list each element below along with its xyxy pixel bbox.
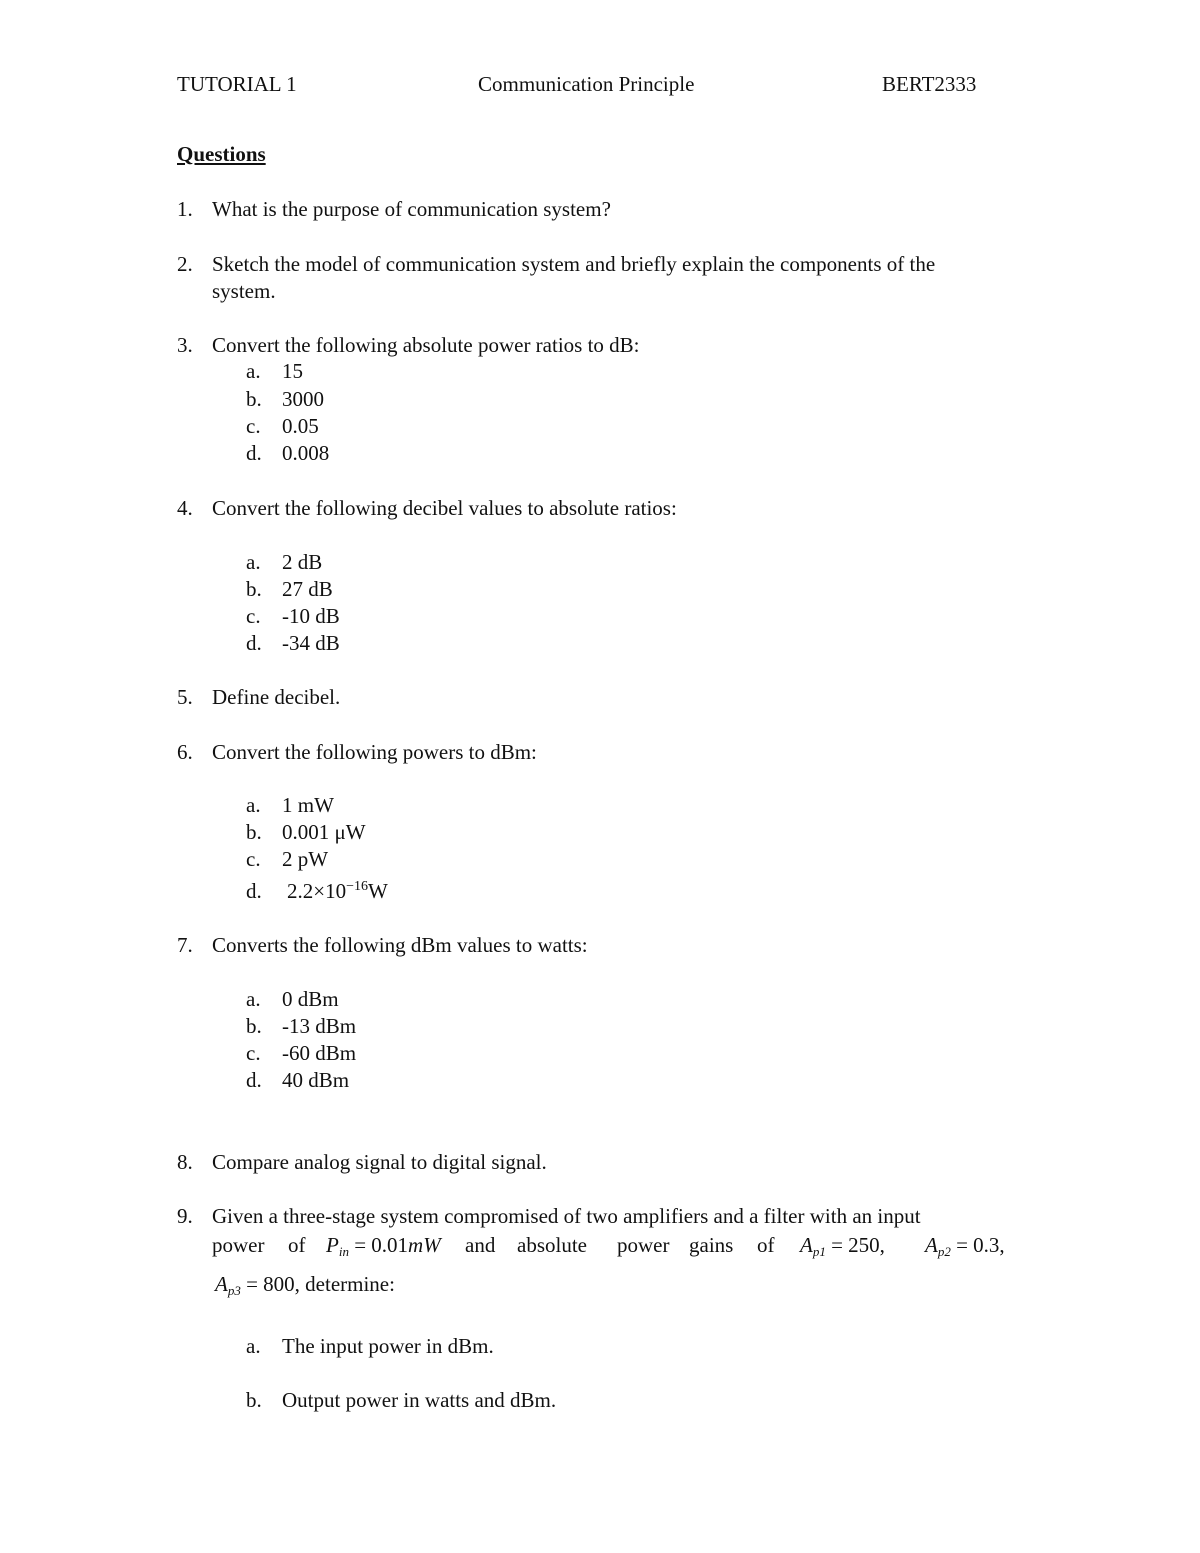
item-label: b. xyxy=(246,1388,262,1412)
item-label: d. xyxy=(246,441,262,465)
question-text: Compare analog signal to digital signal. xyxy=(212,1150,547,1174)
subscript-p3: p3 xyxy=(227,1283,241,1298)
item-label: b. xyxy=(246,820,262,844)
value: = 250, xyxy=(831,1233,885,1257)
question-9-line-3 xyxy=(215,1272,395,1299)
item-text: 2 dB xyxy=(282,550,323,574)
word: and xyxy=(465,1233,496,1257)
item-text: 0 dBm xyxy=(282,987,339,1011)
question-text: Converts the following dBm values to watts: xyxy=(212,933,588,957)
item-label: d. xyxy=(246,1068,262,1092)
item-text: Output power in watts and dBm. xyxy=(282,1388,557,1412)
formula-ap2 xyxy=(925,1233,1005,1260)
item-label: a. xyxy=(246,1334,261,1358)
item-text-unit: W xyxy=(368,879,388,903)
question-text: What is the purpose of communication system? xyxy=(212,197,611,221)
item-text: 27 dB xyxy=(282,577,333,601)
item-text-base: 2.2×10 xyxy=(287,879,347,903)
subscript-p1: p1 xyxy=(812,1244,826,1259)
question-text: Convert the following powers to dBm: xyxy=(212,740,537,764)
question-text: Convert the following absolute power ratios to dB: xyxy=(212,333,640,357)
item-label: d. xyxy=(246,879,262,903)
question-number: 5. xyxy=(177,685,193,709)
item-label: c. xyxy=(246,604,261,628)
symbol-a: A xyxy=(800,1233,813,1257)
header-left: TUTORIAL 1 xyxy=(177,72,297,96)
symbol-p: P xyxy=(326,1233,339,1257)
unit: mW xyxy=(408,1233,441,1257)
question-text: Define decibel. xyxy=(212,685,341,709)
item-text-exponent: −16 xyxy=(346,879,368,894)
word: determine: xyxy=(305,1272,395,1296)
item-text: -13 dBm xyxy=(282,1014,357,1038)
question-text: Given a three-stage system compromised of two amplifiers and a filter with an input xyxy=(212,1204,921,1228)
value: = 0.3, xyxy=(956,1233,1005,1257)
item-label: b. xyxy=(246,577,262,601)
item-label: a. xyxy=(246,550,261,574)
item-text: The input power in dBm. xyxy=(282,1334,494,1358)
subscript-in: in xyxy=(338,1244,349,1259)
item-label: c. xyxy=(246,1041,261,1065)
question-text: Convert the following decibel values to absolute ratios: xyxy=(212,496,677,520)
item-text: 0.05 xyxy=(282,414,319,438)
item-text: 3000 xyxy=(282,387,324,411)
section-title: Questions xyxy=(177,142,266,166)
item-text: 2 pW xyxy=(282,847,329,871)
value: = 800, xyxy=(246,1272,300,1296)
symbol-a: A xyxy=(215,1272,228,1296)
item-text: 15 xyxy=(282,359,303,383)
question-text-continued: system. xyxy=(212,279,276,303)
item-text: 0.008 xyxy=(282,441,330,465)
item-text: -34 dB xyxy=(282,631,340,655)
question-number: 3. xyxy=(177,333,193,357)
header-right: BERT2333 xyxy=(882,72,977,96)
word: power xyxy=(212,1233,265,1257)
question-number: 8. xyxy=(177,1150,193,1174)
word: gains xyxy=(689,1233,734,1257)
item-label: a. xyxy=(246,359,261,383)
item-text: 1 mW xyxy=(282,793,334,817)
formula-p-in xyxy=(326,1233,441,1260)
item-text: -10 dB xyxy=(282,604,340,628)
question-number: 2. xyxy=(177,252,193,276)
symbol-a: A xyxy=(925,1233,938,1257)
word: absolute xyxy=(517,1233,587,1257)
question-number: 1. xyxy=(177,197,193,221)
word: of xyxy=(757,1233,775,1257)
item-text xyxy=(287,879,388,904)
item-label: a. xyxy=(246,793,261,817)
item-text: 40 dBm xyxy=(282,1068,350,1092)
item-label: d. xyxy=(246,631,262,655)
item-label: b. xyxy=(246,1014,262,1038)
question-text: Sketch the model of communication system and briefly explain the components of the xyxy=(212,252,936,276)
item-text: -60 dBm xyxy=(282,1041,357,1065)
value: = 0.01 xyxy=(354,1233,409,1257)
question-number: 7. xyxy=(177,933,193,957)
header-center: Communication Principle xyxy=(478,72,695,96)
question-number: 9. xyxy=(177,1204,193,1228)
word: power xyxy=(617,1233,670,1257)
item-label: c. xyxy=(246,847,261,871)
item-text: 0.001 μW xyxy=(282,820,366,844)
question-number: 4. xyxy=(177,496,193,520)
question-number: 6. xyxy=(177,740,193,764)
word: of xyxy=(288,1233,306,1257)
item-label: b. xyxy=(246,387,262,411)
subscript-p2: p2 xyxy=(937,1244,951,1259)
formula-ap1 xyxy=(800,1233,885,1260)
item-label: a. xyxy=(246,987,261,1011)
item-label: c. xyxy=(246,414,261,438)
